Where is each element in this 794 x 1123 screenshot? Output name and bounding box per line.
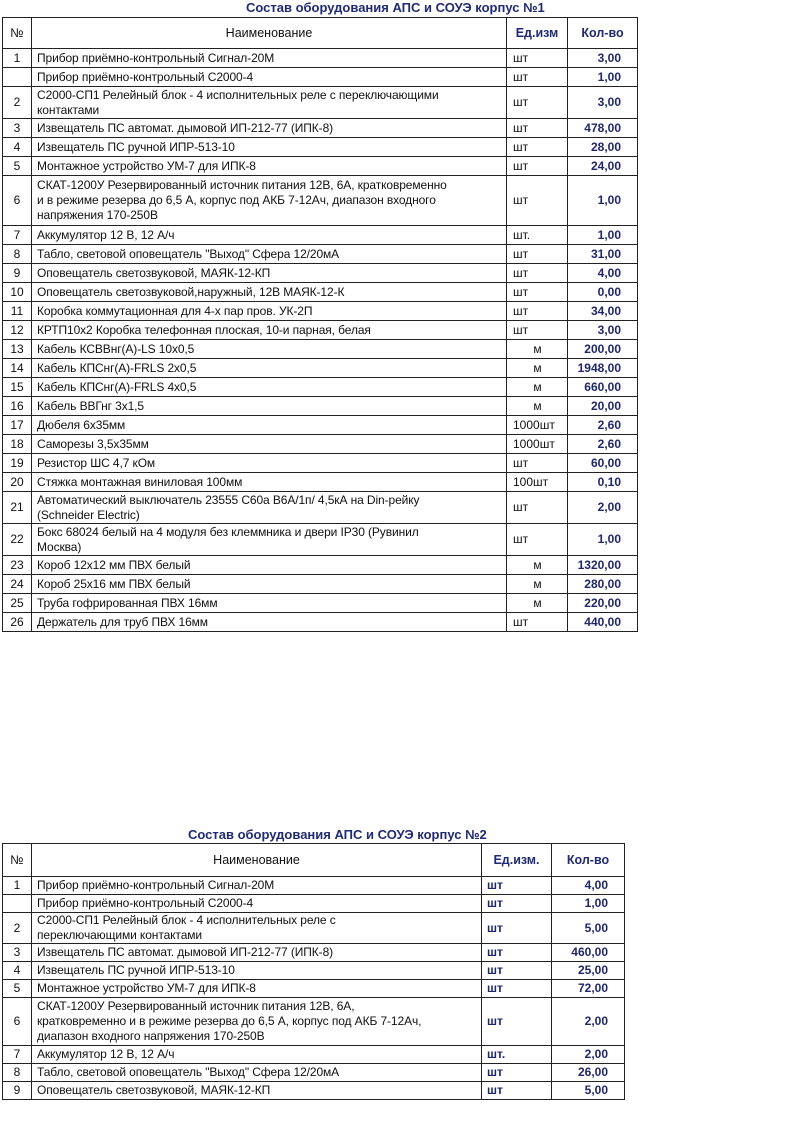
- cell-unit: м: [507, 397, 568, 416]
- cell-num: 6: [3, 998, 32, 1046]
- cell-name: Прибор приёмно-контрольный С2000-4: [32, 68, 507, 87]
- cell-qty: 1,00: [552, 895, 625, 913]
- cell-num: 1: [3, 877, 32, 895]
- cell-num: 7: [3, 226, 32, 245]
- table-row: [3, 138, 638, 157]
- table-row: [3, 998, 625, 1046]
- cell-qty: 440,00: [568, 613, 638, 632]
- cell-name: Извещатель ПС ручной ИПР-513-10: [32, 962, 482, 980]
- table-row: [3, 877, 625, 895]
- cell-name: Дюбеля 6х35мм: [32, 416, 507, 435]
- cell-unit: шт: [482, 998, 552, 1046]
- cell-name: Извещатель ПС ручной ИПР-513-10: [32, 138, 507, 157]
- cell-num: 8: [3, 1064, 32, 1082]
- cell-name: Автоматический выключатель 23555 C60a B6A/1п/ 4,5кА на Din-рейку (Schneider Electric): [32, 492, 507, 524]
- cell-name: Монтажное устройство УМ-7 для ИПК-8: [32, 157, 507, 176]
- cell-name: Кабель ВВГнг 3х1,5: [32, 397, 507, 416]
- cell-qty: 3,00: [568, 321, 638, 340]
- table-row: [3, 226, 638, 245]
- cell-unit: шт: [482, 1082, 552, 1100]
- cell-name: Кабель КСВВнг(А)-LS 10х0,5: [32, 340, 507, 359]
- cell-unit: шт: [507, 264, 568, 283]
- cell-unit: шт: [507, 157, 568, 176]
- cell-name: Резистор ШС 4,7 кОм: [32, 454, 507, 473]
- table-row: [3, 283, 638, 302]
- table-row: [3, 524, 638, 556]
- cell-num: [3, 68, 32, 87]
- cell-num: 14: [3, 359, 32, 378]
- table-row: [3, 119, 638, 138]
- cell-unit: шт: [482, 913, 552, 944]
- table-row: [3, 492, 638, 524]
- cell-qty: 280,00: [568, 575, 638, 594]
- cell-unit: м: [507, 594, 568, 613]
- header-qty: Кол-во: [552, 844, 625, 877]
- table-row: [3, 397, 638, 416]
- cell-num: 16: [3, 397, 32, 416]
- cell-num: 8: [3, 245, 32, 264]
- cell-qty: 460,00: [552, 944, 625, 962]
- cell-qty: 20,00: [568, 397, 638, 416]
- cell-num: 2: [3, 87, 32, 119]
- equipment-table-building-1: [2, 17, 638, 632]
- cell-qty: 660,00: [568, 378, 638, 397]
- cell-qty: 31,00: [568, 245, 638, 264]
- cell-num: 3: [3, 119, 32, 138]
- cell-qty: 26,00: [552, 1064, 625, 1082]
- cell-num: 11: [3, 302, 32, 321]
- cell-name: Кабель КПСнг(А)-FRLS 4х0,5: [32, 378, 507, 397]
- cell-qty: 2,00: [552, 1046, 625, 1064]
- header-num: №: [3, 18, 32, 49]
- cell-unit: шт: [507, 119, 568, 138]
- cell-qty: 34,00: [568, 302, 638, 321]
- table-row: [3, 416, 638, 435]
- cell-name: Табло, световой оповещатель "Выход" Сфера 12/20мА: [32, 245, 507, 264]
- cell-name: Коробка коммутационная для 4-х пар пров. УК-2П: [32, 302, 507, 321]
- table-row: [3, 264, 638, 283]
- cell-num: 26: [3, 613, 32, 632]
- table-row: [3, 378, 638, 397]
- table-row: [3, 435, 638, 454]
- cell-unit: шт: [507, 454, 568, 473]
- cell-qty: 5,00: [552, 1082, 625, 1100]
- cell-name: Извещатель ПС автомат. дымовой ИП-212-77 (ИПК-8): [32, 119, 507, 138]
- header-qty: Кол-во: [568, 18, 638, 49]
- cell-name: СКАТ-1200У Резервированный источник питания 12В, 6А, кратковременно и в режиме резерва до 6,5 А, корпус под АКБ 7-12Ач, диапазон входного напряжения 170-250В: [32, 998, 482, 1046]
- header-name: Наименование: [32, 844, 482, 877]
- cell-qty: 0,00: [568, 283, 638, 302]
- cell-unit: м: [507, 575, 568, 594]
- cell-name: Оповещатель светозвуковой,наружный, 12В МАЯК-12-К: [32, 283, 507, 302]
- table-row: [3, 962, 625, 980]
- cell-qty: 4,00: [552, 877, 625, 895]
- table-row: [3, 913, 625, 944]
- cell-num: 24: [3, 575, 32, 594]
- header-num: №: [3, 844, 32, 877]
- cell-name: Держатель для труб ПВХ 16мм: [32, 613, 507, 632]
- cell-num: 13: [3, 340, 32, 359]
- cell-unit: шт: [507, 613, 568, 632]
- cell-qty: 2,00: [552, 998, 625, 1046]
- cell-qty: 4,00: [568, 264, 638, 283]
- cell-unit: м: [507, 556, 568, 575]
- cell-name: Кабель КПСнг(А)-FRLS 2х0,5: [32, 359, 507, 378]
- table-row: [3, 157, 638, 176]
- cell-num: 12: [3, 321, 32, 340]
- table-row: [3, 895, 625, 913]
- cell-unit: шт: [482, 980, 552, 998]
- cell-qty: 28,00: [568, 138, 638, 157]
- cell-name: С2000-СП1 Релейный блок - 4 исполнительных реле с переключающими контактами: [32, 87, 507, 119]
- cell-num: 18: [3, 435, 32, 454]
- cell-qty: 1,00: [568, 226, 638, 245]
- cell-qty: 1,00: [568, 176, 638, 226]
- cell-qty: 200,00: [568, 340, 638, 359]
- cell-num: 22: [3, 524, 32, 556]
- cell-name: Табло, световой оповещатель "Выход" Сфера 12/20мА: [32, 1064, 482, 1082]
- cell-unit: шт: [507, 321, 568, 340]
- cell-num: 4: [3, 138, 32, 157]
- header-unit: Ед.изм: [507, 18, 568, 49]
- cell-name: Бокс 68024 белый на 4 модуля без клеммника и двери IP30 (Рувинил Москва): [32, 524, 507, 556]
- cell-qty: 60,00: [568, 454, 638, 473]
- cell-qty: 1320,00: [568, 556, 638, 575]
- cell-unit: шт: [507, 138, 568, 157]
- equipment-table-building-2: [2, 843, 625, 1100]
- cell-name: КРТП10х2 Коробка телефонная плоская, 10-и парная, белая: [32, 321, 507, 340]
- header-name: Наименование: [32, 18, 507, 49]
- cell-qty: 2,60: [568, 435, 638, 454]
- table2-title: Состав оборудования АПС и СОУЭ корпус №2: [188, 827, 487, 842]
- table-row: [3, 594, 638, 613]
- cell-name: Монтажное устройство УМ-7 для ИПК-8: [32, 980, 482, 998]
- table-row: [3, 613, 638, 632]
- cell-name: Оповещатель светозвуковой, МАЯК-12-КП: [32, 264, 507, 283]
- table-row: [3, 1046, 625, 1064]
- cell-unit: шт.: [507, 226, 568, 245]
- table-row: [3, 575, 638, 594]
- cell-unit: 100шт: [507, 473, 568, 492]
- cell-num: 4: [3, 962, 32, 980]
- cell-unit: шт: [507, 524, 568, 556]
- cell-name: Прибор приёмно-контрольный Сигнал-20М: [32, 49, 507, 68]
- cell-unit: шт: [507, 68, 568, 87]
- cell-unit: м: [507, 378, 568, 397]
- cell-qty: 2,00: [568, 492, 638, 524]
- cell-qty: 1,00: [568, 68, 638, 87]
- cell-num: 17: [3, 416, 32, 435]
- table-row: [3, 980, 625, 998]
- table-row: [3, 340, 638, 359]
- cell-unit: шт: [482, 895, 552, 913]
- cell-name: Короб 12х12 мм ПВХ белый: [32, 556, 507, 575]
- cell-qty: 3,00: [568, 87, 638, 119]
- cell-unit: шт: [507, 176, 568, 226]
- table-row: [3, 359, 638, 378]
- cell-unit: шт: [507, 492, 568, 524]
- cell-qty: 3,00: [568, 49, 638, 68]
- cell-num: 5: [3, 157, 32, 176]
- cell-qty: 220,00: [568, 594, 638, 613]
- cell-num: [3, 895, 32, 913]
- cell-unit: шт: [482, 1064, 552, 1082]
- cell-num: 7: [3, 1046, 32, 1064]
- table-row: [3, 321, 638, 340]
- cell-num: 23: [3, 556, 32, 575]
- cell-qty: 24,00: [568, 157, 638, 176]
- table-header-row: [3, 18, 638, 49]
- cell-name: Короб 25х16 мм ПВХ белый: [32, 575, 507, 594]
- cell-qty: 1,00: [568, 524, 638, 556]
- cell-qty: 5,00: [552, 913, 625, 944]
- cell-unit: шт: [482, 962, 552, 980]
- cell-num: 5: [3, 980, 32, 998]
- cell-num: 10: [3, 283, 32, 302]
- cell-unit: шт.: [482, 1046, 552, 1064]
- table-row: [3, 473, 638, 492]
- table-row: [3, 944, 625, 962]
- table-row: [3, 454, 638, 473]
- table-header-row: [3, 844, 625, 877]
- cell-num: 2: [3, 913, 32, 944]
- table-row: [3, 49, 638, 68]
- cell-num: 1: [3, 49, 32, 68]
- table-row: [3, 1064, 625, 1082]
- cell-qty: 1948,00: [568, 359, 638, 378]
- table1-title: Состав оборудования АПС и СОУЭ корпус №1: [246, 0, 545, 15]
- cell-name: Труба гофрированная ПВХ 16мм: [32, 594, 507, 613]
- cell-name: Аккумулятор 12 В, 12 А/ч: [32, 226, 507, 245]
- cell-name: Прибор приёмно-контрольный Сигнал-20М: [32, 877, 482, 895]
- table-row: [3, 87, 638, 119]
- cell-name: Оповещатель светозвуковой, МАЯК-12-КП: [32, 1082, 482, 1100]
- cell-unit: шт: [507, 245, 568, 264]
- cell-num: 25: [3, 594, 32, 613]
- table-row: [3, 302, 638, 321]
- cell-name: Прибор приёмно-контрольный С2000-4: [32, 895, 482, 913]
- cell-name: Аккумулятор 12 В, 12 А/ч: [32, 1046, 482, 1064]
- cell-num: 15: [3, 378, 32, 397]
- cell-name: Извещатель ПС автомат. дымовой ИП-212-77 (ИПК-8): [32, 944, 482, 962]
- cell-name: Стяжка монтажная виниловая 100мм: [32, 473, 507, 492]
- cell-num: 21: [3, 492, 32, 524]
- cell-unit: шт: [507, 302, 568, 321]
- cell-unit: 1000шт: [507, 416, 568, 435]
- cell-qty: 478,00: [568, 119, 638, 138]
- cell-unit: шт: [482, 944, 552, 962]
- cell-name: СКАТ-1200У Резервированный источник питания 12В, 6А, кратковременно и в режиме резерва до 6,5 А, корпус под АКБ 7-12Ач, диапазон входного напряжения 170-250В: [32, 176, 507, 226]
- cell-num: 20: [3, 473, 32, 492]
- cell-num: 3: [3, 944, 32, 962]
- table-row: [3, 245, 638, 264]
- cell-unit: шт: [482, 877, 552, 895]
- cell-qty: 2,60: [568, 416, 638, 435]
- table-row: [3, 176, 638, 226]
- cell-qty: 72,00: [552, 980, 625, 998]
- table-row: [3, 556, 638, 575]
- cell-qty: 25,00: [552, 962, 625, 980]
- cell-num: 9: [3, 1082, 32, 1100]
- cell-unit: м: [507, 359, 568, 378]
- table-row: [3, 68, 638, 87]
- cell-unit: шт: [507, 87, 568, 119]
- cell-name: С2000-СП1 Релейный блок - 4 исполнительных реле с переключающими контактами: [32, 913, 482, 944]
- cell-unit: шт: [507, 49, 568, 68]
- cell-unit: 1000шт: [507, 435, 568, 454]
- cell-num: 6: [3, 176, 32, 226]
- table-row: [3, 1082, 625, 1100]
- cell-name: Саморезы 3,5х35мм: [32, 435, 507, 454]
- cell-unit: м: [507, 340, 568, 359]
- cell-num: 9: [3, 264, 32, 283]
- header-unit: Ед.изм.: [482, 844, 552, 877]
- cell-unit: шт: [507, 283, 568, 302]
- cell-num: 19: [3, 454, 32, 473]
- cell-qty: 0,10: [568, 473, 638, 492]
